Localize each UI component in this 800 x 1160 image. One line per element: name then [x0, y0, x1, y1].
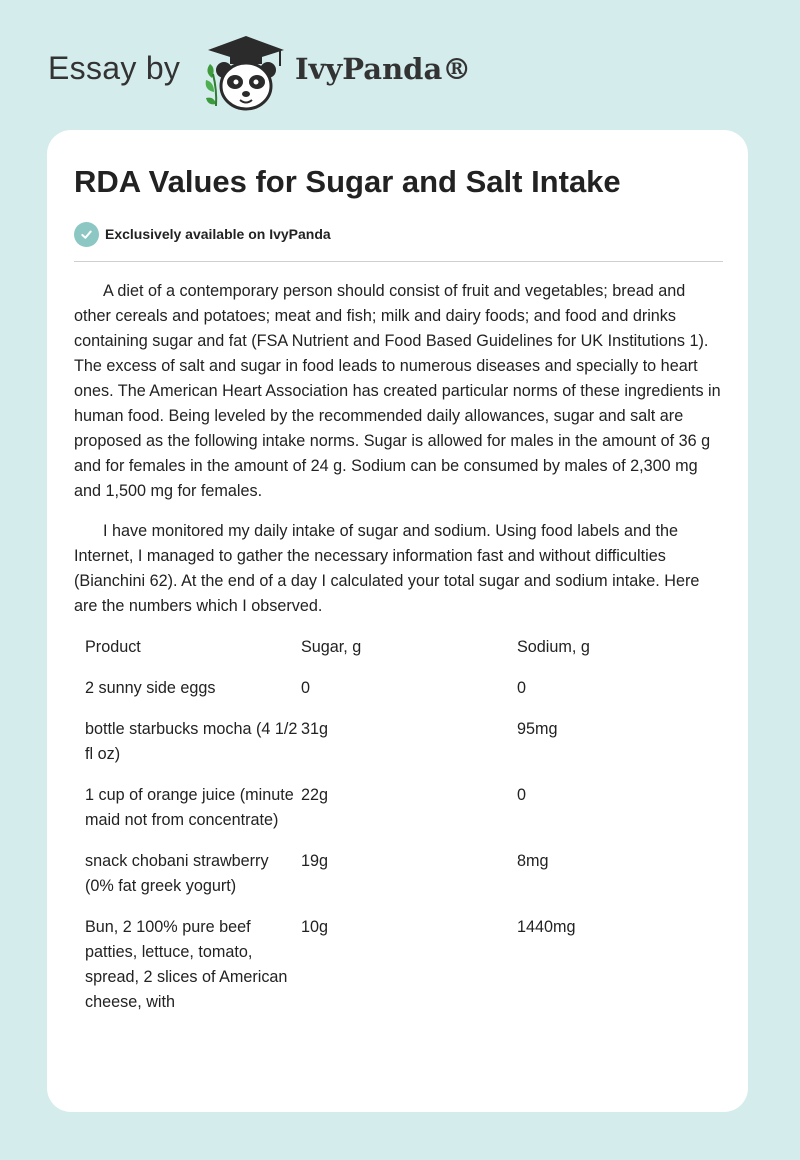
cell-product: Bun, 2 100% pure beef patties, lettuce, tomato, spread, 2 slices of American cheese, with [85, 918, 288, 1011]
table-row [85, 783, 725, 833]
cell-product: 1 cup of orange juice (minute maid not from concentrate) [85, 786, 294, 829]
column-header-sodium: Sodium, g [517, 638, 590, 656]
brand-name[interactable]: IvyPanda® [295, 52, 472, 86]
cell-product: 2 sunny side eggs [85, 679, 216, 697]
panda-graduate-logo[interactable] [200, 34, 290, 114]
cell-sugar: 0 [301, 679, 311, 697]
divider [74, 261, 723, 262]
table-header-row [85, 635, 725, 660]
cell-sodium: 0 [517, 786, 527, 804]
site-header [48, 30, 748, 110]
page-title: RDA Values for Sugar and Salt Intake [74, 164, 621, 199]
cell-sodium: 1440mg [517, 918, 576, 936]
column-header-product: Product [85, 638, 141, 656]
cell-sodium: 95mg [517, 720, 558, 738]
cell-sodium: 8mg [517, 852, 549, 870]
essay-card [47, 130, 748, 1112]
exclusive-badge [74, 221, 331, 247]
cell-product: bottle starbucks mocha (4 1/2 fl oz) [85, 720, 298, 763]
badge-label: Exclusively available on IvyPanda [105, 226, 331, 242]
check-circle-icon [74, 222, 99, 247]
paragraph-1: A diet of a contemporary person should consist of fruit and vegetables; bread and other cereals and potatoes; meat and fish; milk and dairy foods; and food and drinks containing sugar and fat (FSA Nutrient and Food Based Guidelines for UK Institutions 1). The excess of salt and sugar in food leads to numerous diseases and specially to heart ones. The American Heart Association has created particular norms of these ingredients in human food. Being leveled by the recommended daily allowances, sugar and salt are proposed as the following intake norms. Sugar is allowed for males in the amount of 36 g and for females in the amount of 24 g. Sodium can be consumed by males of 2,300 mg and 1,500 mg for females. [74, 282, 721, 500]
cell-sugar: 31g [301, 720, 329, 738]
intake-table [85, 635, 725, 1031]
essay-by-label: Essay by [48, 50, 181, 86]
cell-product: snack chobani strawberry (0% fat greek yogurt) [85, 852, 269, 895]
ivy-leaf-icon [206, 64, 217, 106]
column-header-sugar: Sugar, g [301, 638, 362, 656]
table-row [85, 849, 725, 899]
table-row [85, 915, 725, 1015]
table-row [85, 717, 725, 767]
cell-sugar: 19g [301, 852, 329, 870]
cell-sugar: 22g [301, 786, 329, 804]
cell-sugar: 10g [301, 918, 329, 936]
paragraph-2: I have monitored my daily intake of sugar and sodium. Using food labels and the Internet, I managed to gather the necessary information fast and without difficulties (Bianchini 62). At the end of a day I calculated your total sugar and sodium intake. Here are the numbers which I observed. [74, 522, 700, 615]
table-row [85, 676, 725, 701]
cell-sodium: 0 [517, 679, 527, 697]
